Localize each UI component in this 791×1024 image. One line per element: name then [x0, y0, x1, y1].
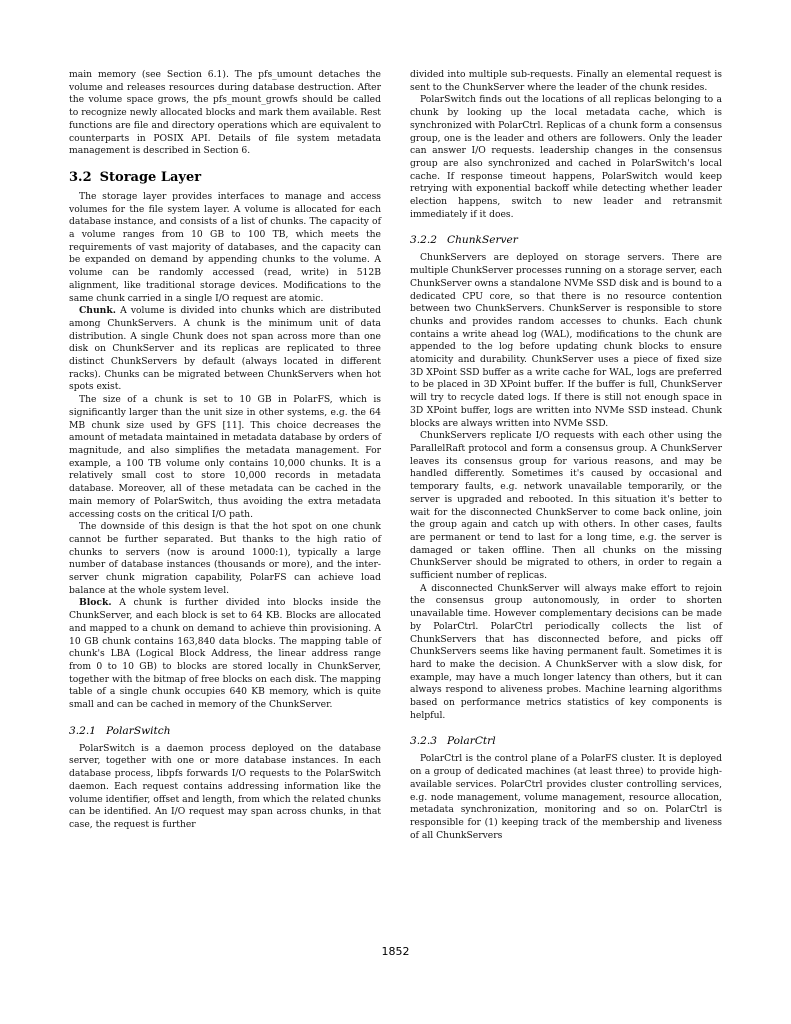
- paragraph-polarswitch-1: PolarSwitch is a daemon process deployed on the database server, together with one or more database instances. In each database process, libpfs forwards I/O requests to the PolarSwitch daemon. Each request contains addressing information like the volume identifier, offset and length, from which the related chunks can be identified. An I/O request may span across chunks, in that case, the request is further: [69, 742, 381, 830]
- paragraph-chunk-1: [69, 305, 381, 394]
- paragraph-intro: main memory (see Section 6.1). The pfs_umount detaches the volume and releases resources during database destruction. After the volume space grows, the pfs_mount_growfs should be called to recognize newly allocated blocks and mark them available. Rest functions are file and directory operations which are equivalent to counterparts in POSIX API. Details of file system metadata management is described in Section 6.: [69, 69, 381, 157]
- paragraph-chunk-3: The downside of this design is that the hot spot on one chunk cannot be further separated. But thanks to the high ratio of chunks to servers (now is around 1000:1), typically a large number of database instances (thousands or more), and the inter-server chunk migration capability, PolarFS can achieve load balance at the whole system level.: [69, 521, 381, 596]
- paragraph-chunk-2: The size of a chunk is set to 10 GB in PolarFS, which is significantly larger than the unit size in other systems, e.g. the 64 MB chunk size used by GFS [11]. This choice decreases the amount of metadata maintained in metadata database by orders of magnitude, and also simplifies the metadata management. For example, a 100 TB volume only contains 10,000 chunks. It is a relatively small cost to store 10,000 records in metadata database. Moreover, all of these metadata can be cached in the main memory of PolarSwitch, thus avoiding the extra metadata accessing costs on the critical I/O path.: [69, 394, 381, 520]
- left-column: [69, 69, 381, 832]
- section-title: Storage Layer: [99, 169, 202, 185]
- paragraph-chunkserver-3: A disconnected ChunkServer will always make effort to rejoin the consensus group autonomously, in order to shorten unavailable time. However complementary decisions can be made by PolarCtrl. PolarCtrl periodically collects the list of ChunkServers that has disconnected before, and picks off ChunkServers seems like having permanent fault. Sometimes it is hard to make the decision. A ChunkServer with a slow disk, for example, may have a much longer latency than others, but it can always respond to aliveness probes. Machine learning algorithms based on performance metrics statistics of key components is helpful.: [410, 582, 722, 721]
- run-in-heading-chunk: Chunk.: [79, 305, 116, 317]
- section-number: 3.2: [69, 169, 92, 185]
- block-text: A chunk is further divided into blocks inside the ChunkServer, and each block is set to 64 KB. Blocks are allocated and mapped to a chunk on demand to achieve thin provisioning. A 10 GB chunk contains 163,840 data blocks. The mapping table of chunk's LBA (Logical Block Address, the linear address range from 0 to 10 GB) to blocks are stored locally in ChunkServer, together with the bitmap of free blocks on each disk. The mapping table of a single chunk occupies 640 KB memory, which is quite small and can be cached in memory of the ChunkServer.: [69, 597, 381, 711]
- subsection-heading-polarswitch: [69, 725, 381, 738]
- paragraph-polarctrl: PolarCtrl is the control plane of a PolarFS cluster. It is deployed on a group of dedicated machines (at least three) to provide high-available services. PolarCtrl provides cluster controlling services, e.g. node management, volume management, resource allocation, metadata synchronization, monitoring and so on. PolarCtrl is responsible for (1) keeping track of the membership and liveness of all ChunkServers: [410, 753, 722, 841]
- subsection-heading-chunkserver: [410, 234, 722, 247]
- paragraph-block: [69, 597, 381, 711]
- paragraph-chunkserver-2: ChunkServers replicate I/O requests with each other using the ParallelRaft protocol and form a consensus group. A ChunkServer leaves its consensus group for various reasons, and may be handled differently. Sometimes it's caused by occasional and temporary faults, e.g. network unavailable temporarily, or the server is upgraded and rebooted. In this situation it's better to wait for the disconnected ChunkServer to come back online, join the group again and catch up with others. In other cases, faults are permanent or tend to last for a long time, e.g. the server is damaged or taken offline. Then all chunks on the missing ChunkServer should be migrated to others, in order to regain a sufficient number of replicas.: [410, 430, 722, 582]
- right-column: [410, 69, 722, 842]
- subsection-number: 3.2.1: [69, 724, 96, 737]
- subsection-title: ChunkServer: [446, 234, 518, 247]
- run-in-heading-block: Block.: [79, 597, 112, 609]
- subsection-title: PolarCtrl: [446, 735, 496, 748]
- subsection-number: 3.2.2: [410, 234, 437, 247]
- paragraph-storage: The storage layer provides interfaces to manage and access volumes for the file system layer. A volume is allocated for each database instance, and consists of a list of chunks. The capacity of a volume ranges from 10 GB to 100 TB, which meets the requirements of vast majority of databases, and the capacity can be expanded on demand by appending chunks to the volume. A volume can be randomly accessed (read, write) in 512B alignment, like traditional storage devices. Modifications to the same chunk carried in a single I/O request are atomic.: [69, 190, 381, 304]
- section-heading-storage-layer: [69, 170, 381, 185]
- chunk-text: A volume is divided into chunks which are distributed among ChunkServers. A chunk is the minimum unit of data distribution. A single Chunk does not span across more than one disk on ChunkServer and its replicas are replicated to three distinct ChunkServers by default (always located in different racks). Chunks can be migrated between ChunkServers when hot spots exist.: [69, 305, 381, 393]
- subsection-number: 3.2.3: [410, 735, 437, 748]
- paragraph-polarswitch-continued: divided into multiple sub-requests. Finally an elemental request is sent to the ChunkServer where the leader of the chunk resides.: [410, 69, 722, 93]
- subsection-title: PolarSwitch: [105, 724, 171, 737]
- page-number: 1852: [381, 945, 410, 958]
- paragraph-polarswitch-2: PolarSwitch finds out the locations of all replicas belonging to a chunk by looking up the local metadata cache, which is synchronized with PolarCtrl. Replicas of a chunk form a consensus group, one is the leader and others are followers. Only the leader can answer I/O requests. leadership changes in the consensus group are also synchronized and cached in PolarSwitch's local cache. If response timeout happens, PolarSwitch would keep retrying with exponential backoff while detecting whether leader election happens, switch to new leader and retransmit immediately if it does.: [410, 94, 722, 220]
- subsection-heading-polarctrl: [410, 735, 722, 748]
- paragraph-chunkserver-1: ChunkServers are deployed on storage servers. There are multiple ChunkServer processes running on a storage server, each ChunkServer owns a standalone NVMe SSD disk and is bound to a dedicated CPU core, so that there is no resource contention between two ChunkServers. ChunkServer is responsible to store chunks and provides random accesses to chunks. Each chunk contains a write ahead log (WAL), modifications to the chunk are appended to the log before updating chunk blocks to ensure atomicity and durability. ChunkServer uses a piece of fixed size 3D XPoint SSD buffer as a write cache for WAL, logs are preferred to be placed in 3D XPoint buffer. If the buffer is full, ChunkServer will try to recycle dated logs. If there is still not enough space in 3D XPoint buffer, logs are written into NVMe SSD instead. Chunk blocks are always written into NVMe SSD.: [410, 252, 722, 429]
